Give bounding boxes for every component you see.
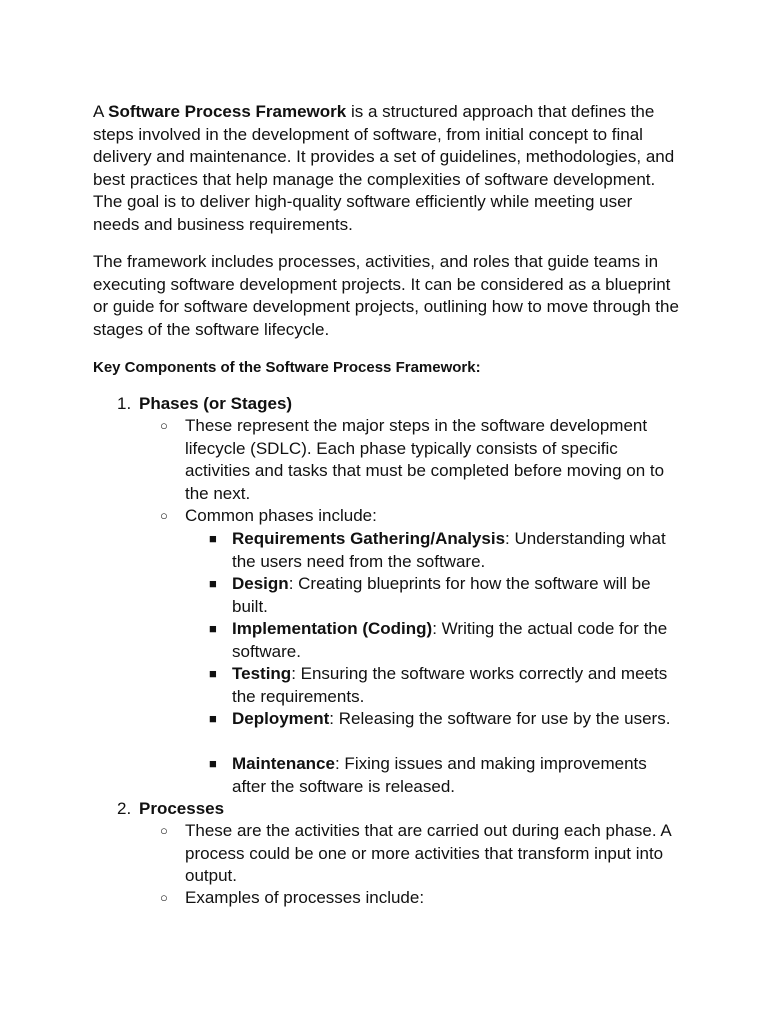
intro-term: Software Process Framework bbox=[108, 102, 347, 121]
circle-bullet-icon: ○ bbox=[160, 890, 168, 905]
intro-rest: is a structured approach that defines the steps involved in the development of software, from initial concept to final delivery and maintenance. It provides a set of guidelines, methodologies, and best practices that help manage the complexities of software development. The goal is to deliver high-quality software efficiently while meeting user needs and business requirements. bbox=[93, 102, 675, 234]
bullet-text: Common phases include: bbox=[185, 506, 377, 525]
intro-lead: A bbox=[93, 102, 109, 121]
phase-description: : Creating blueprints for how the software will be built. bbox=[232, 574, 651, 616]
intro-paragraph-2: The framework includes processes, activities, and roles that guide teams in executing software development projects. It can be considered as a blueprint or guide for software development projects, outlining how to move through the stages of the software lifecycle. bbox=[93, 252, 679, 339]
list-item bbox=[160, 887, 670, 909]
phase-text bbox=[232, 618, 682, 663]
bullet-text: Examples of processes include: bbox=[185, 888, 425, 907]
square-bullet-icon: ■ bbox=[209, 666, 217, 681]
circle-bullet-icon: ○ bbox=[160, 823, 168, 838]
bullet-text: These represent the major steps in the software development lifecycle (SDLC). Each phase typically consists of specific activities and tasks that must be completed before moving on to the next. bbox=[185, 416, 665, 503]
phase-description: : Understanding what the users need from the software. bbox=[232, 529, 666, 571]
list-item bbox=[160, 415, 670, 505]
phase-name: Deployment bbox=[232, 709, 330, 728]
list-item-title: Phases (or Stages) bbox=[139, 394, 293, 413]
phase-text bbox=[232, 528, 682, 573]
circle-bullet-icon: ○ bbox=[160, 508, 168, 523]
phase-text bbox=[232, 708, 682, 731]
phase-name: Requirements Gathering/Analysis bbox=[232, 529, 506, 548]
phase-text bbox=[232, 573, 682, 618]
square-bullet-icon: ■ bbox=[209, 576, 217, 591]
square-bullet-icon: ■ bbox=[209, 756, 217, 771]
phase-description: : Releasing the software for use by the users. bbox=[329, 709, 671, 728]
section-heading: Key Components of the Software Process Framework: bbox=[93, 359, 481, 376]
list-item bbox=[160, 505, 670, 527]
square-bullet-icon: ■ bbox=[209, 711, 217, 726]
list-item-phases bbox=[117, 393, 687, 416]
circle-bullet-icon: ○ bbox=[160, 418, 168, 433]
phase-text bbox=[232, 753, 682, 798]
list-number: 1. bbox=[117, 394, 132, 413]
phase-description: : Ensuring the software works correctly and meets the requirements. bbox=[232, 664, 668, 706]
intro-paragraph-1 bbox=[93, 101, 683, 236]
phase-description: : Fixing issues and making improvements after the software is released. bbox=[232, 754, 647, 796]
phase-text bbox=[232, 663, 682, 708]
bullet-text: These are the activities that are carried out during each phase. A process could be one or more activities that transform input into output. bbox=[185, 821, 671, 885]
list-item-title: Processes bbox=[139, 799, 225, 818]
list-number: 2. bbox=[117, 799, 132, 818]
phase-name: Maintenance bbox=[232, 754, 335, 773]
list-item bbox=[160, 820, 670, 888]
square-bullet-icon: ■ bbox=[209, 621, 217, 636]
square-bullet-icon: ■ bbox=[209, 531, 217, 546]
phase-name: Design bbox=[232, 574, 289, 593]
phase-name: Implementation (Coding) bbox=[232, 619, 433, 638]
list-item-processes bbox=[117, 798, 687, 821]
phase-name: Testing bbox=[232, 664, 292, 683]
phase-description: : Writing the actual code for the software. bbox=[232, 619, 668, 661]
